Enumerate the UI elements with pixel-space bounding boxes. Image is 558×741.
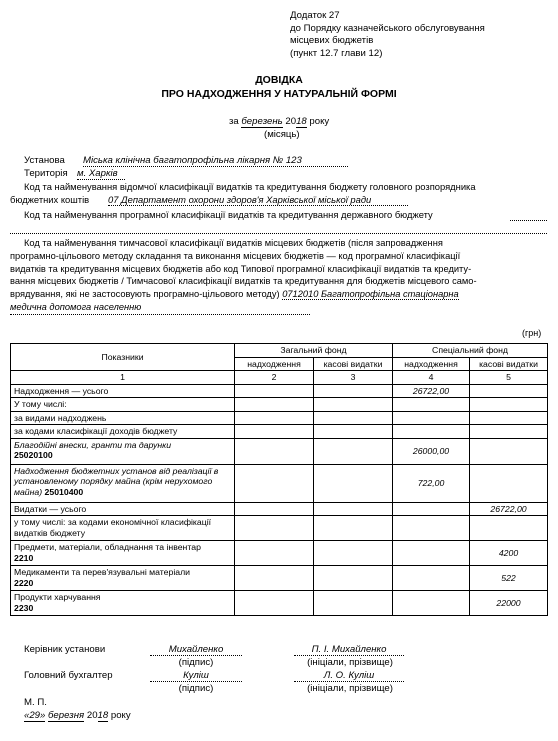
- cell-general-receipts: [235, 541, 314, 566]
- kvk-text: Код та найменування відомчої класифікації видатків та кредитування бюджету головного розпорядника: [24, 181, 476, 192]
- row-code: 25020100: [14, 450, 53, 460]
- tkv-line-1: Код та найменування тимчасової класифікації видатків місцевих бюджетів (після запровадження: [24, 238, 443, 248]
- row-label: Надходження — усього: [11, 384, 235, 398]
- period-year-prefix: 20: [285, 116, 297, 127]
- cell-general-cash-expenses: [314, 398, 393, 412]
- cell-special-receipts: [393, 591, 470, 616]
- stamp-place: М. П.: [24, 697, 47, 708]
- tkv-line-2: програмно-цільового методу складання та виконання місцевих бюджетів — код програмної класифікації: [10, 250, 461, 261]
- tkv-line-3: видатків та кредитування місцевих бюджетів або код Типової програмної класифікації видатків та кредиту-: [10, 263, 472, 274]
- row-label: за видами надходжень: [11, 411, 235, 425]
- col-number-2: 2: [235, 371, 314, 385]
- table-row: [11, 516, 548, 541]
- cell-special-receipts: [393, 398, 470, 412]
- table-row: [11, 384, 548, 398]
- table-row: [11, 566, 548, 591]
- cell-special-receipts: [393, 566, 470, 591]
- accountant-name-caption: (ініціали, прізвище): [307, 683, 393, 694]
- cell-special-cash-expenses: [470, 411, 548, 425]
- date-suffix: року: [110, 710, 131, 721]
- cell-general-receipts: [235, 384, 314, 398]
- head-sign-caption: (підпис): [178, 657, 214, 668]
- kpk-extra-line: [10, 232, 547, 234]
- row-label: за кодами класифікації доходів бюджету: [11, 425, 235, 439]
- row-label: Благодійні внески, гранти та дарунки: [14, 439, 172, 450]
- row-label: Продукти харчування: [14, 592, 101, 602]
- report-period: [229, 116, 329, 127]
- tkv-line-4: вання місцевих бюджетів / Тимчасової класифікації видатків та кредитування для бюджетів місцевого само-: [10, 276, 477, 287]
- period-prefix: за: [229, 116, 239, 127]
- appendix-header: [290, 10, 485, 60]
- accountant-label: Головний бухгалтер: [24, 670, 113, 681]
- row-code: 25010400: [44, 486, 84, 497]
- cell-special-cash-expenses: [470, 464, 548, 502]
- cell-general-receipts: [235, 438, 314, 464]
- cell-general-receipts: [235, 591, 314, 616]
- cell-special-receipts: [393, 502, 470, 516]
- head-full-name: П. І. Михайленко: [294, 644, 404, 656]
- col-number-5: 5: [470, 371, 548, 385]
- kpk-value-line: [510, 219, 547, 221]
- row-code: 2230: [14, 602, 34, 613]
- period-month: березень: [241, 116, 283, 127]
- cell-general-receipts: [235, 502, 314, 516]
- date-year-prefix: 20: [86, 710, 98, 721]
- header-indicators: Показники: [11, 344, 235, 371]
- row-label: Видатки — усього: [11, 502, 235, 516]
- appendix-line-2: до Порядку казначейського обслуговування: [290, 22, 485, 34]
- cell-special-receipts: [393, 425, 470, 439]
- appendix-line-4: (пункт 12.7 глави 12): [290, 47, 383, 59]
- table-row: [11, 591, 548, 616]
- cell-general-receipts: [235, 398, 314, 412]
- cell-general-cash-expenses: [314, 384, 393, 398]
- tkv-last-text: врядування, які не застосовують програмно-цільового методу): [10, 289, 280, 300]
- period-caption: (місяць): [264, 129, 300, 140]
- appendix-line-1: Додаток 27: [290, 10, 340, 21]
- cell-special-cash-expenses: [470, 384, 548, 398]
- cell-general-cash-expenses: [314, 438, 393, 464]
- header-special-receipts: надходження: [393, 357, 470, 371]
- kvk-text-2: бюджетних коштів: [10, 194, 90, 205]
- date-year: 18: [97, 710, 109, 721]
- cell-general-receipts: [235, 516, 314, 541]
- cell-general-cash-expenses: [314, 541, 393, 566]
- row-label: Медикаменти та перев'язувальні матеріали: [14, 567, 191, 577]
- table-row: [11, 502, 548, 516]
- accountant-sign-caption: (підпис): [178, 683, 214, 694]
- cell-special-cash-expenses: 522: [470, 566, 548, 591]
- row-label: у тому числі: за кодами економічної класифікації видатків бюджету: [11, 516, 235, 541]
- title-line-1: ДОВІДКА: [255, 74, 303, 86]
- period-year: 18: [296, 116, 307, 127]
- appendix-line-3: місцевих бюджетів: [290, 35, 374, 46]
- table-row: [11, 411, 548, 425]
- period-suffix: року: [309, 116, 330, 127]
- date-month: березня: [48, 710, 85, 721]
- cell-special-cash-expenses: 26722,00: [470, 502, 548, 516]
- cell-special-receipts: [393, 411, 470, 425]
- tkv-paragraph: [10, 237, 550, 315]
- signature-date: [24, 710, 131, 721]
- header-general-receipts: надходження: [235, 357, 314, 371]
- cell-general-cash-expenses: [314, 411, 393, 425]
- document-title: [0, 73, 558, 101]
- cell-special-cash-expenses: [470, 438, 548, 464]
- cell-special-receipts: 26000,00: [393, 438, 470, 464]
- cell-general-receipts: [235, 566, 314, 591]
- row-label-cell: [11, 591, 235, 616]
- row-code: 2220: [14, 577, 34, 588]
- cell-special-receipts: [393, 541, 470, 566]
- row-label: У тому числі:: [11, 398, 235, 412]
- cell-general-cash-expenses: [314, 425, 393, 439]
- col-number-1: 1: [11, 371, 235, 385]
- row-label: Предмети, матеріали, обладнання та інвентар: [14, 542, 201, 552]
- head-signature: Михайленко: [150, 644, 242, 656]
- tkv-value-1: 0712010 Багатопрофільна стаціонарна: [282, 289, 459, 300]
- receipts-table: [10, 343, 548, 616]
- header-general-cash-expenses: касові видатки: [314, 357, 393, 371]
- title-line-2: ПРО НАДХОДЖЕННЯ У НАТУРАЛЬНІЙ ФОРМІ: [161, 88, 397, 100]
- table-row: [11, 425, 548, 439]
- accountant-signature: Куліш: [150, 670, 242, 682]
- table-row: [11, 398, 548, 412]
- cell-general-cash-expenses: [314, 566, 393, 591]
- cell-special-cash-expenses: [470, 516, 548, 541]
- tkv-value-2: медична допомога населенню: [10, 301, 310, 315]
- cell-special-receipts: [393, 516, 470, 541]
- table-row: [11, 464, 548, 502]
- cell-general-cash-expenses: [314, 516, 393, 541]
- institution-value: Міська клінічна багатопрофільна лікарня № 123: [83, 155, 348, 167]
- row-code: 2210: [14, 552, 34, 563]
- cell-general-receipts: [235, 411, 314, 425]
- row-label: Надходження бюджетних установ від реалізації в установленому порядку майна (крім нерухомого майна): [14, 465, 219, 497]
- row-label-cell: [11, 464, 235, 502]
- cell-general-cash-expenses: [314, 591, 393, 616]
- territory-value: м. Харків: [77, 168, 125, 180]
- head-label: Керівник установи: [24, 644, 106, 655]
- row-label-cell: [11, 541, 235, 566]
- territory-label: Територія: [24, 168, 68, 179]
- col-number-3: 3: [314, 371, 393, 385]
- cell-general-receipts: [235, 425, 314, 439]
- table-row: [11, 438, 548, 464]
- cell-special-cash-expenses: 22000: [470, 591, 548, 616]
- institution-label: Установа: [24, 155, 65, 166]
- accountant-full-name: Л. О. Куліш: [294, 670, 404, 682]
- kpk-text: Код та найменування програмної класифікації видатків та кредитування державного бюджету: [24, 209, 433, 220]
- cell-special-receipts: 722,00: [393, 464, 470, 502]
- cell-general-cash-expenses: [314, 502, 393, 516]
- col-number-4: 4: [393, 371, 470, 385]
- table-row: [11, 541, 548, 566]
- cell-special-cash-expenses: [470, 425, 548, 439]
- cell-general-cash-expenses: [314, 464, 393, 502]
- cell-general-receipts: [235, 464, 314, 502]
- header-general-fund: Загальний фонд: [235, 344, 393, 358]
- row-label-cell: [11, 566, 235, 591]
- head-name-caption: (ініціали, прізвище): [307, 657, 393, 668]
- cell-special-cash-expenses: 4200: [470, 541, 548, 566]
- row-label-cell: [11, 438, 235, 464]
- header-special-cash-expenses: касові видатки: [470, 357, 548, 371]
- cell-special-receipts: 26722,00: [393, 384, 470, 398]
- date-day: «29»: [24, 710, 46, 721]
- currency-unit: (грн): [522, 328, 542, 338]
- header-special-fund: Спеціальний фонд: [393, 344, 548, 358]
- kvk-value: 07 Департамент охорони здоров'я Харківської міської ради: [108, 194, 408, 206]
- cell-special-cash-expenses: [470, 398, 548, 412]
